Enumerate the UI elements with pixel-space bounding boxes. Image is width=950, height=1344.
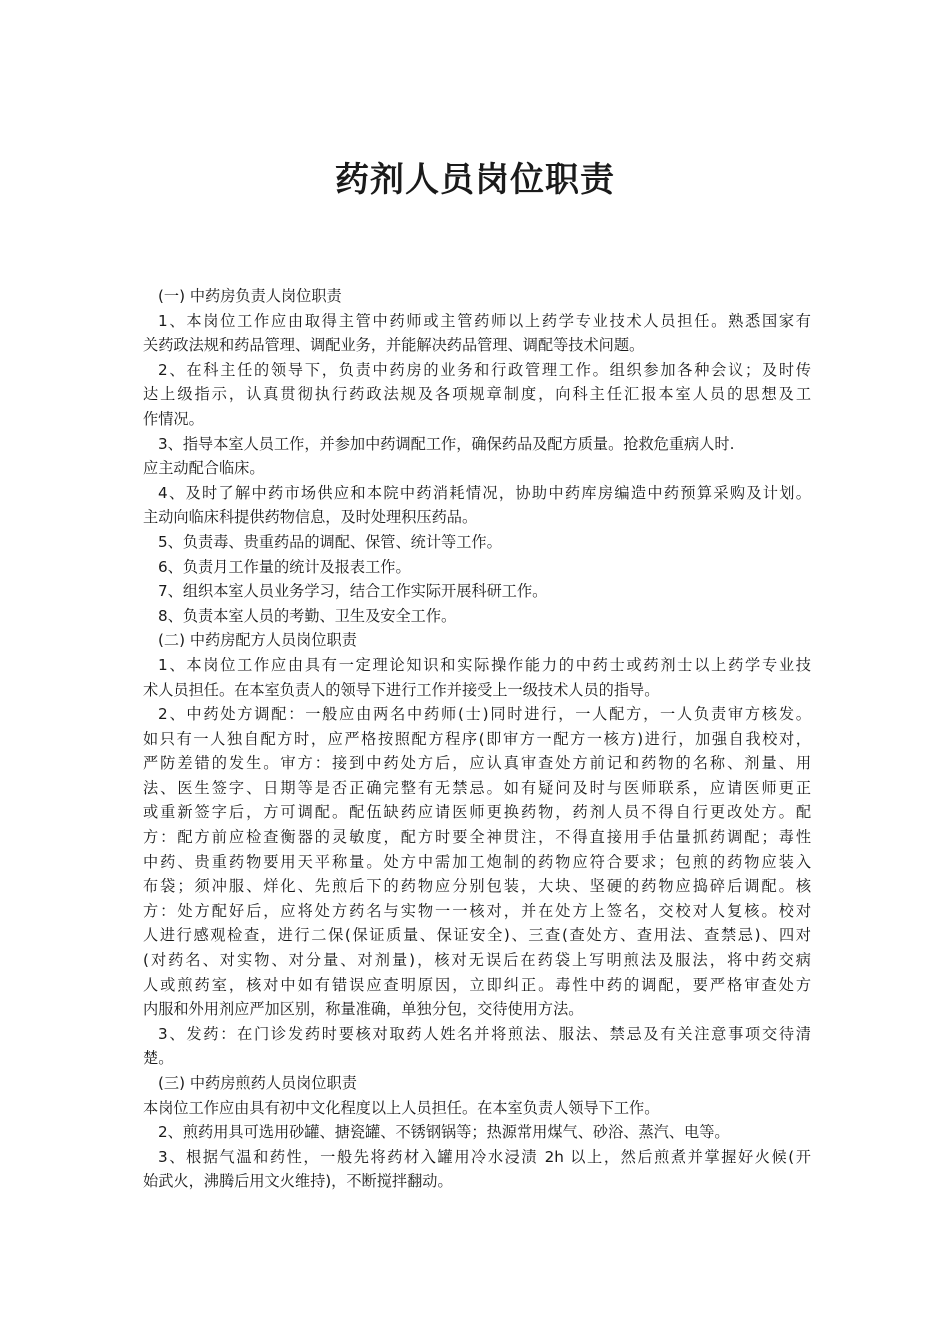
text-line: (对药名、对实物、对分量、对剂量)，核对无误后在药袋上写明煎法及服法，将中药交病 xyxy=(143,951,811,970)
text-line: 方：处方配好后，应将处方药名与实物一一核对，并在处方上签名，交校对人复核。校对 xyxy=(143,901,811,920)
text-line: (二) 中药房配方人员岗位职责 xyxy=(158,631,357,650)
text-line: 8、负责本室人员的考勤、卫生及安全工作。 xyxy=(158,606,457,625)
text-line: 或重新签字后，方可调配。配伍缺药应请医师更换药物，药剂人员不得自行更改处方。配 xyxy=(143,803,811,822)
text-line: 7、组织本室人员业务学习，结合工作实际开展科研工作。 xyxy=(158,582,548,601)
document-title: 药剂人员岗位职责 xyxy=(335,160,615,200)
text-line: 4、及时了解中药市场供应和本院中药消耗情况，协助中药库房编造中药预算采购及计划。 xyxy=(158,483,811,502)
text-line: 楚。 xyxy=(143,1049,174,1068)
text-line: 人或煎药室，核对中如有错误应查明原因，立即纠正。毒性中药的调配，要严格审查处方 xyxy=(143,975,811,994)
text-line: 人进行感观检查，进行二保(保证质量、保证安全)、三查(查处方、查用法、查禁忌)、四对 xyxy=(143,926,811,945)
text-line: 方：配方前应检查衡器的灵敏度，配方时要全神贯注，不得直接用手估量抓药调配；毒性 xyxy=(143,828,811,847)
text-line: 3、根据气温和药性，一般先将药材入罐用冷水浸渍 2h 以上，然后煎煮并掌握好火候(开 xyxy=(158,1147,811,1166)
text-line: 2、中药处方调配：一般应由两名中药师(士)同时进行，一人配方，一人负责审方核发。 xyxy=(158,705,811,724)
text-line: (一) 中药房负责人岗位职责 xyxy=(158,287,342,305)
document-body xyxy=(143,284,811,1194)
text-line: 严防差错的发生。审方：接到中药处方后，应认真审查处方前记和药物的名称、剂量、用 xyxy=(143,754,811,773)
text-line: 始武火，沸腾后用文火维持)，不断搅拌翻动。 xyxy=(143,1172,453,1191)
text-line: 6、负责月工作量的统计及报表工作。 xyxy=(158,557,411,576)
text-line: 3、发药：在门诊发药时要核对取药人姓名并将煎法、服法、禁忌及有关注意事项交待清 xyxy=(158,1024,811,1043)
text-line: 2、在科主任的领导下，负责中药房的业务和行政管理工作。组织参加各种会议；及时传 xyxy=(158,360,811,379)
text-line: (三) 中药房煎药人员岗位职责 xyxy=(158,1074,357,1092)
text-line: 布袋；须冲服、烊化、先煎后下的药物应分别包装，大块、坚硬的药物应捣碎后调配。核 xyxy=(143,877,811,896)
text-line: 1、本岗位工作应由取得主管中药师或主管药师以上药学专业技术人员担任。熟悉国家有 xyxy=(158,311,811,330)
text-line: 1、本岗位工作应由具有一定理论知识和实际操作能力的中药士或药剂士以上药学专业技 xyxy=(158,655,811,674)
text-line: 作情况。 xyxy=(143,409,204,428)
text-line: 本岗位工作应由具有初中文化程度以上人员担任。在本室负责人领导下工作。 xyxy=(143,1098,660,1117)
text-line: 5、负责毒、贵重药品的调配、保管、统计等工作。 xyxy=(158,532,502,551)
text-line: 中药、贵重药物要用天平称量。处方中需加工炮制的药物应符合要求；包煎的药物应装入 xyxy=(143,852,811,871)
text-line: 内服和外用剂应严加区别，称量准确，单独分包，交待使用方法。 xyxy=(143,1000,584,1019)
text-line: 应主动配合临床。 xyxy=(143,459,265,478)
text-line: 法、医生签字、日期等是否正确完整有无禁忌。如有疑问及时与医师联系，应请医师更正 xyxy=(143,778,811,797)
text-line: 主动向临床科提供药物信息，及时处理积压药品。 xyxy=(143,508,478,527)
text-line: 达上级指示，认真贯彻执行药政法规及各项规章制度，向科主任汇报本室人员的思想及工 xyxy=(143,385,811,404)
text-line: 3、指导本室人员工作，并参加中药调配工作，确保药品及配方质量。抢救危重病人时. xyxy=(158,434,735,453)
text-line: 术人员担任。在本室负责人的领导下进行工作并接受上一级技术人员的指导。 xyxy=(143,680,660,699)
text-line: 2、煎药用具可选用砂罐、搪瓷罐、不锈钢锅等；热源常用煤气、砂浴、蒸汽、电等。 xyxy=(158,1123,730,1142)
text-line: 如只有一人独自配方时，应严格按照配方程序(即审方一配方一核方)进行，加强自我校对， xyxy=(143,729,811,748)
text-line: 关药政法规和药品管理、调配业务，并能解决药品管理、调配等技术问题。 xyxy=(143,336,645,355)
